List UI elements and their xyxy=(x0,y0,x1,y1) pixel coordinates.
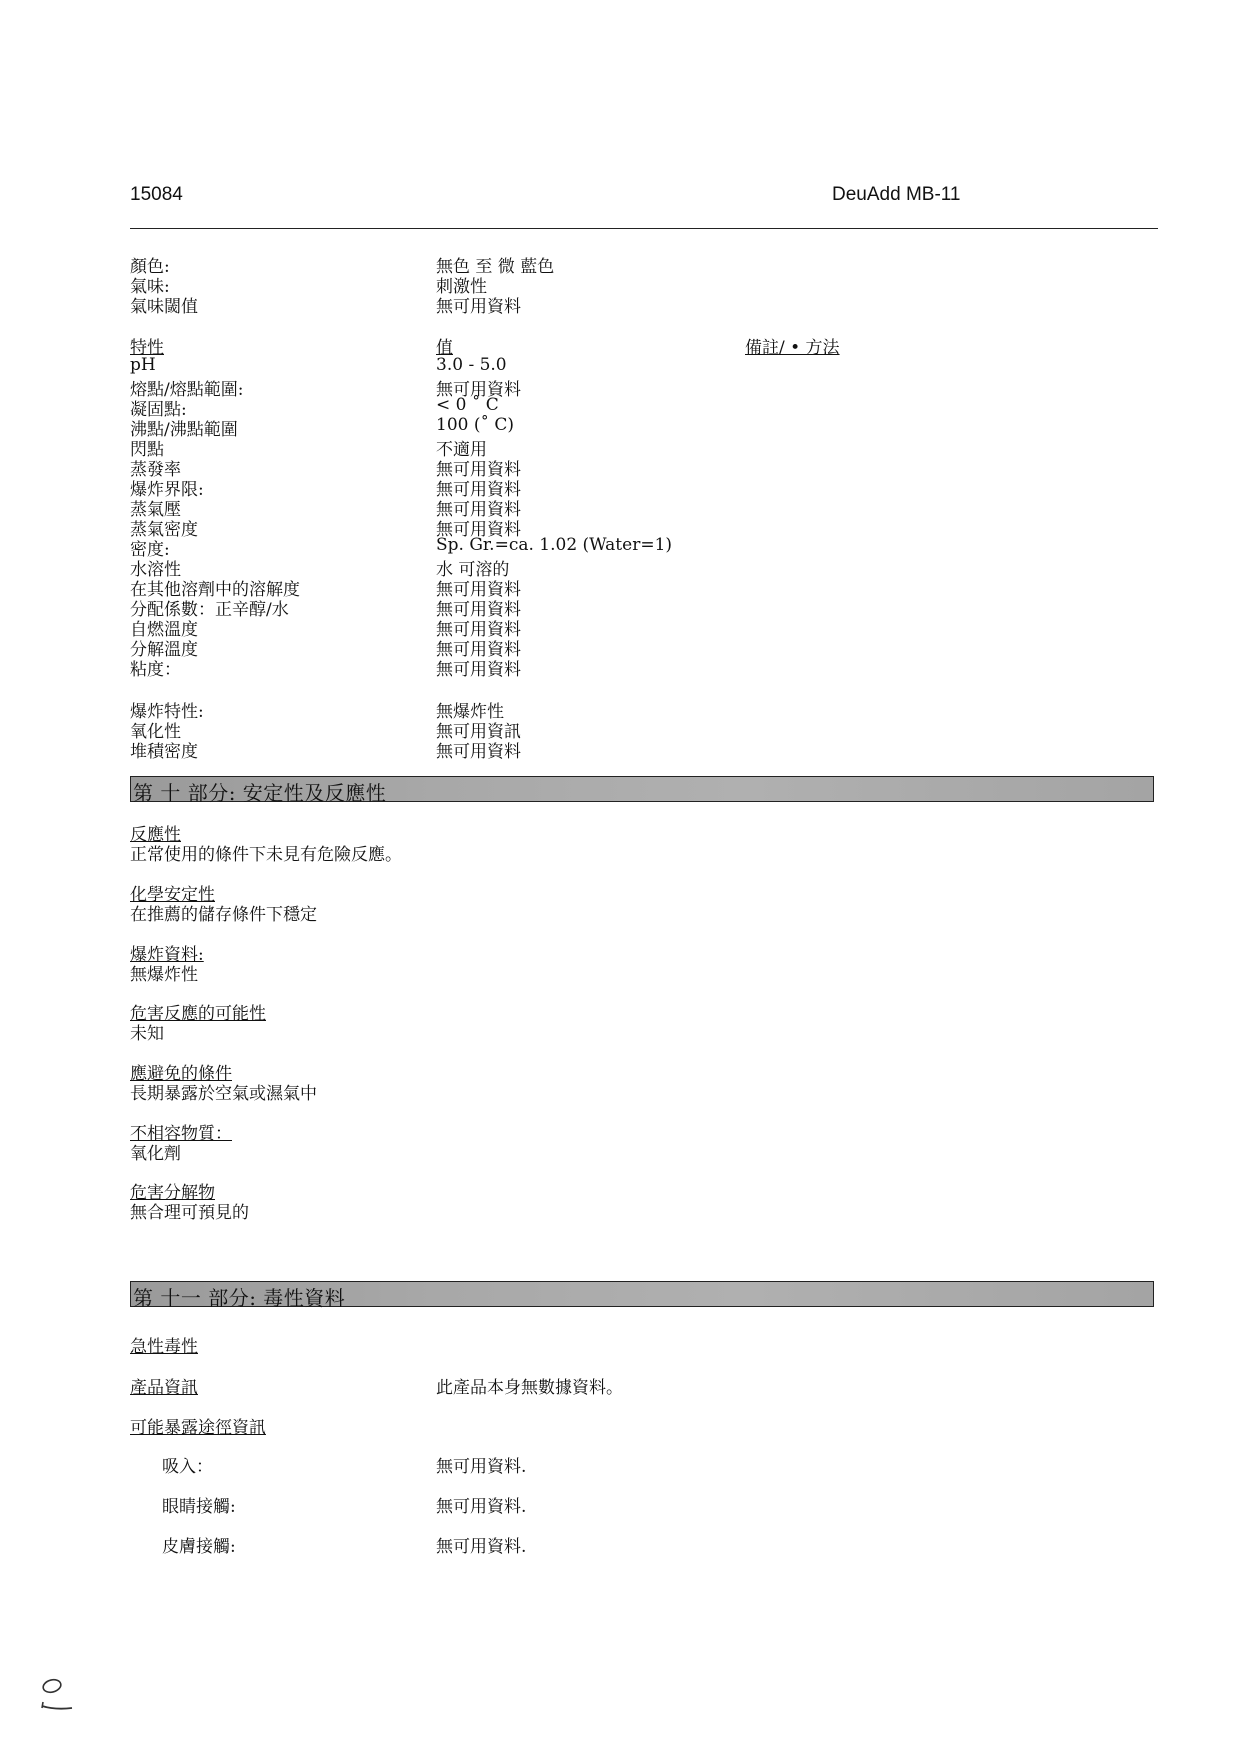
property-value: 不適用 xyxy=(436,440,487,460)
property-value: 無可用資料 xyxy=(436,600,521,620)
property-label: 氧化性 xyxy=(130,722,181,742)
section-10-header xyxy=(130,776,1154,805)
block-text: 無合理可預見的 xyxy=(130,1203,249,1223)
property-value: 無可用資料 xyxy=(436,500,521,520)
product-info-value: 此產品本身無數據資料。 xyxy=(436,1378,623,1398)
property-value: 無可用資料 xyxy=(436,620,521,640)
property-label: 堆積密度 xyxy=(130,742,198,762)
property-value: 無可用資料 xyxy=(436,480,521,500)
block-text: 未知 xyxy=(130,1024,164,1044)
property-row xyxy=(0,375,1238,400)
property-label: 自燃溫度 xyxy=(130,620,198,640)
info-block xyxy=(130,945,204,985)
property-label: 密度: xyxy=(130,540,170,560)
property-value: 無可用資料 xyxy=(436,460,521,480)
property-row xyxy=(0,495,1238,520)
property-row xyxy=(0,717,1238,742)
block-text: 氧化劑 xyxy=(130,1144,181,1164)
property-value: 水 可溶的 xyxy=(436,560,510,580)
block-title: 不相容物質： xyxy=(130,1124,232,1144)
property-row xyxy=(0,575,1238,600)
info-block xyxy=(130,885,317,925)
handwritten-mark-icon xyxy=(30,1672,80,1722)
info-block xyxy=(130,1004,266,1044)
route-value: 無可用資料. xyxy=(436,1457,527,1477)
property-value: 無可用資料 xyxy=(436,380,521,400)
route-value: 無可用資料. xyxy=(436,1497,527,1517)
property-row xyxy=(0,355,1238,375)
info-block xyxy=(130,1183,249,1223)
block-text: 正常使用的條件下未見有危險反應。 xyxy=(130,845,402,865)
handwritten-page-mark xyxy=(30,1672,80,1727)
property-label: 蒸氣壓 xyxy=(130,500,181,520)
exposure-route-row xyxy=(0,1452,1238,1477)
block-title: 危害反應的可能性 xyxy=(130,1004,266,1024)
property-row xyxy=(0,635,1238,660)
section-11-header xyxy=(130,1281,1154,1310)
block-text: 無爆炸性 xyxy=(130,965,198,985)
block-text: 在推薦的儲存條件下穩定 xyxy=(130,905,317,925)
document-number: 15084 xyxy=(130,184,183,205)
property-row xyxy=(0,655,1238,680)
property-value: 無可用資料 xyxy=(436,580,521,600)
exposure-route-row xyxy=(0,1532,1238,1557)
property-value: 無可用資訊 xyxy=(436,722,521,742)
property-label: 水溶性 xyxy=(130,560,181,580)
property-row xyxy=(0,515,1238,540)
property-label: 熔點/熔點範圍: xyxy=(130,380,244,400)
route-label: 眼睛接觸: xyxy=(162,1497,236,1517)
property-label: 分解溫度 xyxy=(130,640,198,660)
property-label: 蒸發率 xyxy=(130,460,181,480)
property-label: 顏色: xyxy=(130,257,170,277)
section-title: 第 十 部分: 安定性及反應性 xyxy=(133,781,387,805)
block-title: 爆炸資料: xyxy=(130,945,204,965)
property-value: 無可用資料 xyxy=(436,297,521,317)
property-value: 3.0 - 5.0 xyxy=(436,355,507,375)
property-row xyxy=(0,475,1238,500)
property-label: 氣味: xyxy=(130,277,170,297)
property-row xyxy=(0,595,1238,620)
property-value: 無色 至 微 藍色 xyxy=(436,257,555,277)
section-title: 第 十一 部分: 毒性資料 xyxy=(133,1286,346,1310)
property-label: 粘度： xyxy=(130,660,181,680)
info-block xyxy=(130,1064,317,1104)
property-value: Sp. Gr.=ca. 1.02 (Water=1) xyxy=(436,535,673,555)
info-block xyxy=(130,825,402,865)
property-label: 在其他溶劑中的溶解度 xyxy=(130,580,300,600)
block-title: 應避免的條件 xyxy=(130,1064,232,1084)
info-block xyxy=(130,1124,232,1164)
product-name: DeuAdd MB-11 xyxy=(832,184,961,205)
property-row xyxy=(0,292,1238,317)
block-text: 長期暴露於空氣或濕氣中 xyxy=(130,1084,317,1104)
property-row xyxy=(0,455,1238,480)
route-label: 吸入： xyxy=(162,1457,213,1477)
property-value: 刺激性 xyxy=(436,277,487,297)
property-label: 沸點/沸點範圍 xyxy=(130,420,238,440)
property-label: 蒸氣密度 xyxy=(130,520,198,540)
property-label: pH xyxy=(130,355,156,375)
block-title: 危害分解物 xyxy=(130,1183,215,1203)
product-info-label: 產品資訊 xyxy=(130,1378,198,1398)
property-value: 無爆炸性 xyxy=(436,702,504,722)
property-label: 分配係數：正辛醇/水 xyxy=(130,600,289,620)
property-label: 閃點 xyxy=(130,440,164,460)
property-label: 氣味閾值 xyxy=(130,297,198,317)
block-title: 化學安定性 xyxy=(130,885,215,905)
route-value: 無可用資料. xyxy=(436,1537,527,1557)
property-value: 無可用資料 xyxy=(436,520,521,540)
property-row xyxy=(0,535,1238,560)
property-label: 凝固點: xyxy=(130,400,187,420)
property-value: 無可用資料 xyxy=(436,742,521,762)
acute-toxicity-heading: 急性毒性 xyxy=(130,1337,198,1357)
block-title: 反應性 xyxy=(130,825,181,845)
property-row xyxy=(0,272,1238,297)
product-info-row xyxy=(0,1373,1238,1398)
property-row xyxy=(0,615,1238,640)
property-value: < 0 ˚ C xyxy=(436,395,499,415)
exposure-routes-heading: 可能暴露途徑資訊 xyxy=(130,1418,266,1438)
property-row xyxy=(0,415,1238,440)
column-header-remarks: 備註/ • 方法 xyxy=(745,338,840,358)
properties-table-header xyxy=(0,333,1238,358)
property-row xyxy=(0,555,1238,580)
property-value: 100 (˚ C) xyxy=(436,415,515,435)
property-row xyxy=(0,435,1238,460)
route-label: 皮膚接觸: xyxy=(162,1537,236,1557)
property-row xyxy=(0,697,1238,722)
property-value: 無可用資料 xyxy=(436,640,521,660)
property-row xyxy=(0,395,1238,420)
property-label: 爆炸特性: xyxy=(130,702,204,722)
property-value: 無可用資料 xyxy=(436,660,521,680)
column-header-value: 值 xyxy=(436,338,453,358)
exposure-route-row xyxy=(0,1492,1238,1517)
column-header-property: 特性 xyxy=(130,338,164,358)
property-row xyxy=(0,737,1238,762)
property-label: 爆炸界限: xyxy=(130,480,204,500)
header-rule xyxy=(130,228,1158,229)
property-row xyxy=(0,252,1238,277)
